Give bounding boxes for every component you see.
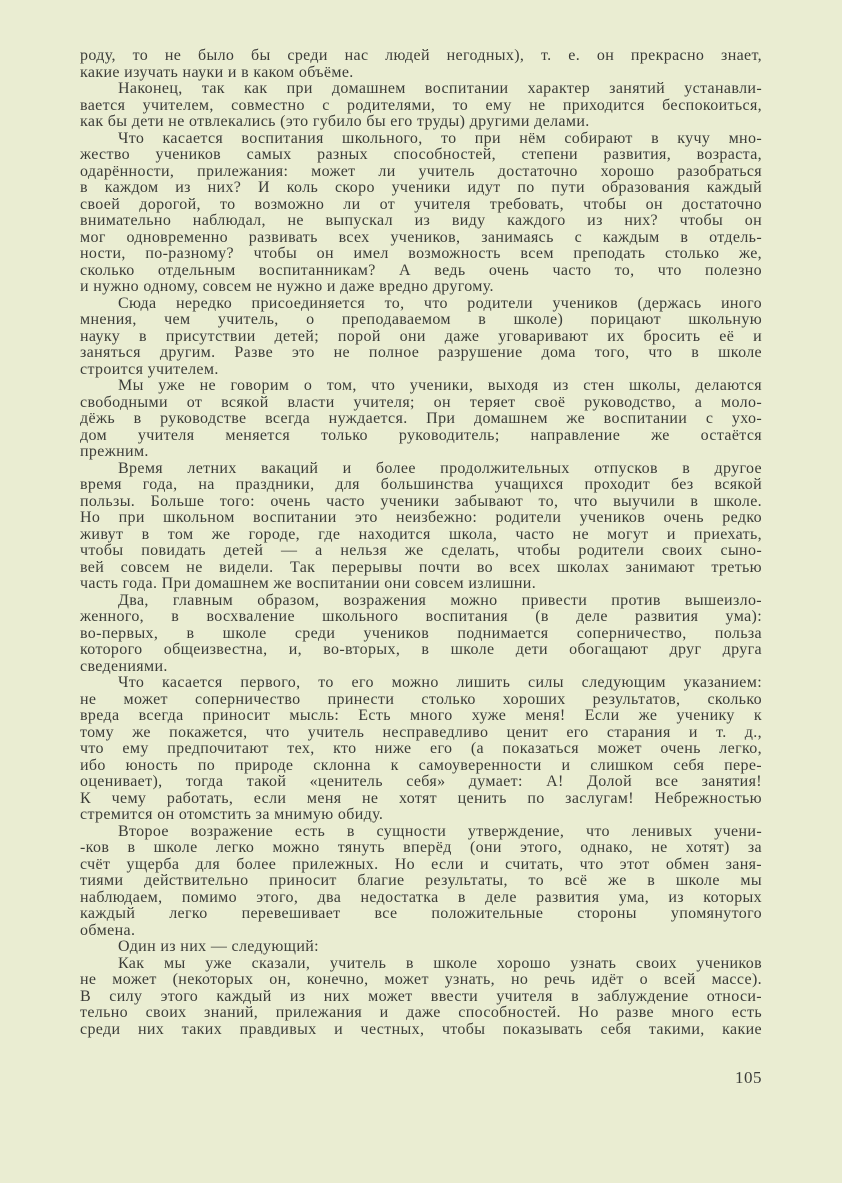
text-line: тому же покажется, что учитель несправедливо ценит его старания и т. д., xyxy=(80,723,762,741)
text-line: как бы дети не отвлекались (это губило бы его труды) другими делами. xyxy=(80,113,590,130)
text-line: сколько отдельным воспитанникам? А ведь очень часто то, что полезно xyxy=(80,261,762,279)
text-line: Один из них — следующий: xyxy=(118,938,319,955)
paragraph xyxy=(80,378,762,461)
text-line: Что касается первого, то его можно лишить силы следующим указанием: xyxy=(118,674,762,691)
text-line: какие изучать науки и в каком объёме. xyxy=(80,63,354,81)
text-line: Сюда нередко присоединяется то, что родители учеников (держась иного xyxy=(118,294,762,312)
text-line: строится учителем. xyxy=(80,360,219,378)
text-line: вей совсем не видели. Так перерывы почти во всех школах занимают третью xyxy=(80,558,762,576)
text-line: дом учителя меняется только руководитель; направление же остаётся xyxy=(80,426,762,444)
text-line: не может (некоторых он, конечно, может узнать, но речь идёт о всей массе). xyxy=(80,971,762,988)
text-line: часть года. При домашнем же воспитании они совсем излишни. xyxy=(80,575,537,592)
text-line: что ему предпочитают тех, кто ниже его (а показаться может очень легко, xyxy=(80,740,762,757)
paragraph xyxy=(80,461,762,593)
text-line: чтобы повидать детей — а нельзя же сделать, чтобы родители своих сыно- xyxy=(80,542,762,559)
text-line: науку в присутствии детей; порой они даже уговаривают их бросить её и xyxy=(80,327,762,345)
paragraph xyxy=(80,81,762,131)
text-line: мнения, чем учитель, о преподаваемом в школе) порицают школьную xyxy=(80,311,762,328)
text-line: не может соперничество принести столько хороших результатов, сколько xyxy=(80,690,762,708)
text-line: свободными от всякой власти учителя; он теряет своё руководство, а моло- xyxy=(80,393,762,411)
text-line: оценивает), тогда такой «ценитель себя» думает: А! Долой все занятия! xyxy=(80,773,762,790)
text-line: во-первых, в школе среди учеников поднимается соперничество, польза xyxy=(80,624,762,642)
text-line: и нужно одному, совсем не нужно и даже вредно другому. xyxy=(80,278,494,295)
text-line: -ков в школе легко можно тянуть вперёд (они этого, однако, не хотят) за xyxy=(80,839,762,856)
text-line: внимательно наблюдал, не выпускал из виду каждого из них? чтобы он xyxy=(80,212,762,229)
text-line: В силу этого каждый из них может ввести учителя в заблуждение относи- xyxy=(80,987,762,1005)
text-line: женного, в восхваление школьного воспитания (в деле развития ума): xyxy=(80,608,762,625)
text-line: тиями действительно приносит благие результаты, то всё же в школе мы xyxy=(80,872,762,889)
text-line: каждый легко перевешивает все положительные стороны упомянутого xyxy=(80,905,762,922)
paragraph xyxy=(80,131,762,296)
body-text xyxy=(80,48,762,1038)
text-line: Второе возражение есть в сущности утверждение, что ленивых учени- xyxy=(118,822,762,840)
text-line: наблюдаем, помимо этого, два недостатка в деле развития ума, из которых xyxy=(80,888,762,906)
text-line: вается учителем, совместно с родителями, то ему не приходится беспокоиться, xyxy=(80,96,762,114)
text-line: одарённости, прилежания: может ли учитель достаточно хорошо разобраться xyxy=(80,162,762,180)
paragraph xyxy=(80,824,762,940)
paragraph xyxy=(80,675,762,824)
text-line: обмена. xyxy=(80,921,136,939)
text-line: живут в том же городе, где находится школа, часто не могут и приехать, xyxy=(80,525,762,543)
text-line: жество учеников самых разных способностей, степени развития, возраста, xyxy=(80,146,762,163)
text-line: роду, то не было бы среди нас людей негодных), т. е. он прекрасно знает, xyxy=(80,47,762,64)
text-line: Два, главным образом, возражения можно привести против вышеизло- xyxy=(118,591,762,609)
paragraph xyxy=(80,956,762,1039)
text-line: время года, на праздники, для большинства учащихся проходит без всякой xyxy=(80,476,762,493)
text-line: ибо юность по природе склонна к самоуверенности и слишком себя пере- xyxy=(80,756,762,774)
text-line: Время летних вакаций и более продолжительных отпусков в другое xyxy=(118,459,762,477)
text-line: тельно своих знаний, прилежания и даже способностей. Но разве много есть xyxy=(80,1004,762,1021)
text-line: пользы. Больше того: очень часто ученики забывают то, что выучили в школе. xyxy=(80,492,762,510)
text-line: прежним. xyxy=(80,443,149,460)
text-line: сведениями. xyxy=(80,657,168,675)
text-line: ности, по-разному? чтобы он имел возможность всем преподать столько же, xyxy=(80,245,762,262)
text-line: Что касается воспитания школьного, то при нём собирают в кучу мно- xyxy=(118,129,762,147)
paragraph xyxy=(80,593,762,676)
text-line: Как мы уже сказали, учитель в школе хорошо узнать своих учеников xyxy=(118,954,762,972)
text-line: дёжь в руководстве всегда нуждается. При домашнем же воспитании с ухо- xyxy=(80,410,762,427)
text-line: среди них таких правдивых и честных, чтобы показывать себя такими, какие xyxy=(80,1020,762,1038)
text-line: вреда всегда приносит мысль: Есть много хуже меня! Если же ученику к xyxy=(80,707,762,724)
text-line: Наконец, так как при домашнем воспитании характер занятий устанавли- xyxy=(118,80,762,97)
text-line: стремится он отомстить за мнимую обиду. xyxy=(80,806,384,823)
paragraph xyxy=(80,48,762,81)
text-line: заняться другим. Разве это не полное разрушение дома того, что в школе xyxy=(80,344,762,361)
text-line: которого общеизвестна, и, во-вторых, в школе дети обогащают друг друга xyxy=(80,641,762,658)
text-line: Но при школьном воспитании это неизбежно: родители учеников очень редко xyxy=(80,509,762,526)
text-line: в каждом из них? И коль скоро ученики идут по пути образования каждый xyxy=(80,179,762,196)
text-line: Мы уже не говорим о том, что ученики, выходя из стен школы, делаются xyxy=(118,377,762,394)
paragraph xyxy=(80,296,762,379)
text-line: мог одновременно развивать всех учеников, занимаясь с каждым в отдель- xyxy=(80,228,762,246)
paragraph xyxy=(80,939,762,956)
text-line: К чему работать, если меня не хотят ценить по заслугам! Небрежностью xyxy=(80,789,762,807)
text-line: своей дорогой, то возможно ли от учителя требовать, чтобы он достаточно xyxy=(80,195,762,213)
text-line: счёт ущерба для более прилежных. Но если и считать, что этот обмен заня- xyxy=(80,855,762,873)
page-number: 105 xyxy=(735,1068,762,1087)
